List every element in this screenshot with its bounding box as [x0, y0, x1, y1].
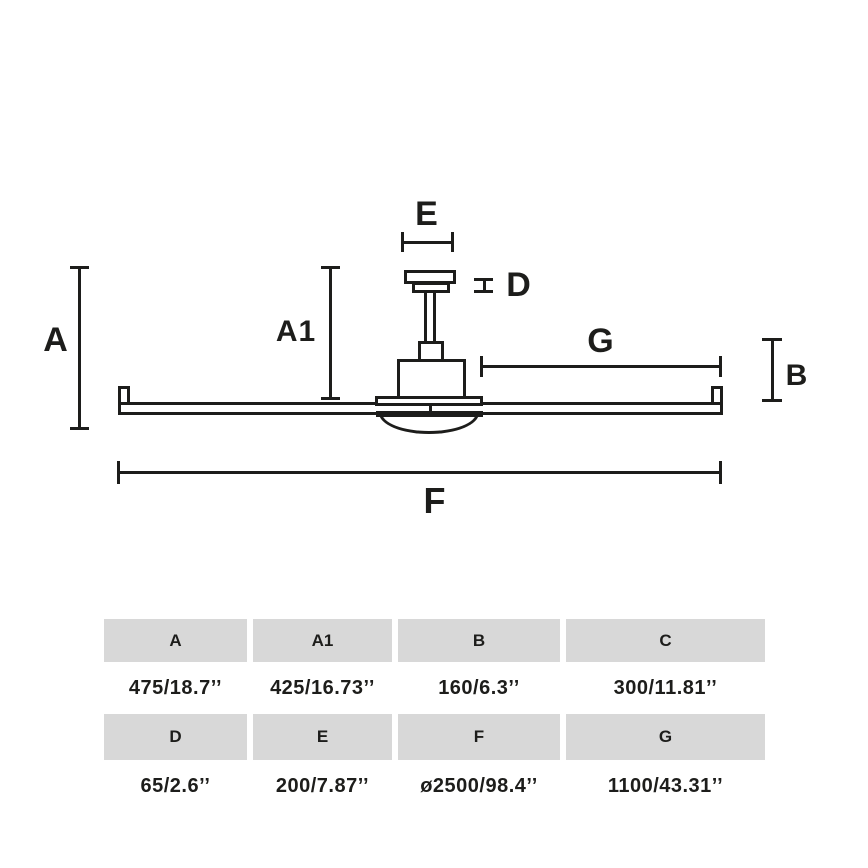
table-header-cell: B — [398, 619, 560, 662]
dim-d-tick-bottom — [474, 290, 493, 293]
dim-g-label: G — [587, 322, 615, 360]
fan-downrod — [424, 292, 436, 343]
table-value-cell: 200/7.87’’ — [253, 760, 392, 812]
table-value-cell: 425/16.73’’ — [253, 662, 392, 714]
dim-e-tick-left — [401, 232, 404, 252]
dim-g-tick-left — [480, 356, 483, 377]
dim-a-line — [78, 268, 81, 430]
dim-e-tick-right — [451, 232, 454, 252]
dimension-spec-table — [104, 619, 765, 812]
table-value-cell: 65/2.6’’ — [104, 760, 247, 812]
dim-f-tick-left — [117, 461, 120, 484]
table-value-cell: 160/6.3’’ — [398, 662, 560, 714]
table-header-cell: E — [253, 714, 392, 760]
table-header-cell: C — [566, 619, 765, 662]
table-header-cell: A1 — [253, 619, 392, 662]
dim-a-tick-top — [70, 266, 89, 269]
fan-blade-tip-right — [711, 386, 723, 404]
dim-d-label: D — [506, 266, 532, 304]
dim-f-label: F — [423, 480, 447, 521]
table-header-cell: F — [398, 714, 560, 760]
dim-a-tick-bottom — [70, 427, 89, 430]
fan-downrod-coupling — [418, 341, 444, 362]
dim-a1-line — [329, 268, 332, 400]
fan-canopy-top — [404, 270, 456, 284]
dim-a1-tick-bottom — [321, 397, 340, 400]
table-value-cell: 300/11.81’’ — [566, 662, 765, 714]
fan-motor-housing — [397, 359, 466, 399]
dim-g-tick-right — [719, 356, 722, 377]
dim-e-line — [403, 241, 454, 244]
dim-f-line — [119, 471, 722, 474]
table-header-cell: A — [104, 619, 247, 662]
dim-e-label: E — [415, 195, 439, 233]
dim-b-label: B — [785, 359, 809, 392]
dim-d-tick-top — [474, 278, 493, 281]
table-header-cell: D — [104, 714, 247, 760]
dim-g-line — [482, 365, 722, 368]
dim-b-tick-bottom — [762, 399, 782, 402]
dim-b-tick-top — [762, 338, 782, 341]
fan-blade-tip-left — [118, 386, 130, 404]
table-header-cell: G — [566, 714, 765, 760]
dim-f-tick-right — [719, 461, 722, 484]
dim-b-line — [771, 340, 774, 402]
dim-a1-label: A1 — [275, 315, 317, 348]
dim-a1-tick-top — [321, 266, 340, 269]
table-value-cell: 1100/43.31’’ — [566, 760, 765, 812]
dim-a-label: A — [43, 321, 69, 359]
table-value-cell: ø2500/98.4’’ — [398, 760, 560, 812]
table-value-cell: 475/18.7’’ — [104, 662, 247, 714]
